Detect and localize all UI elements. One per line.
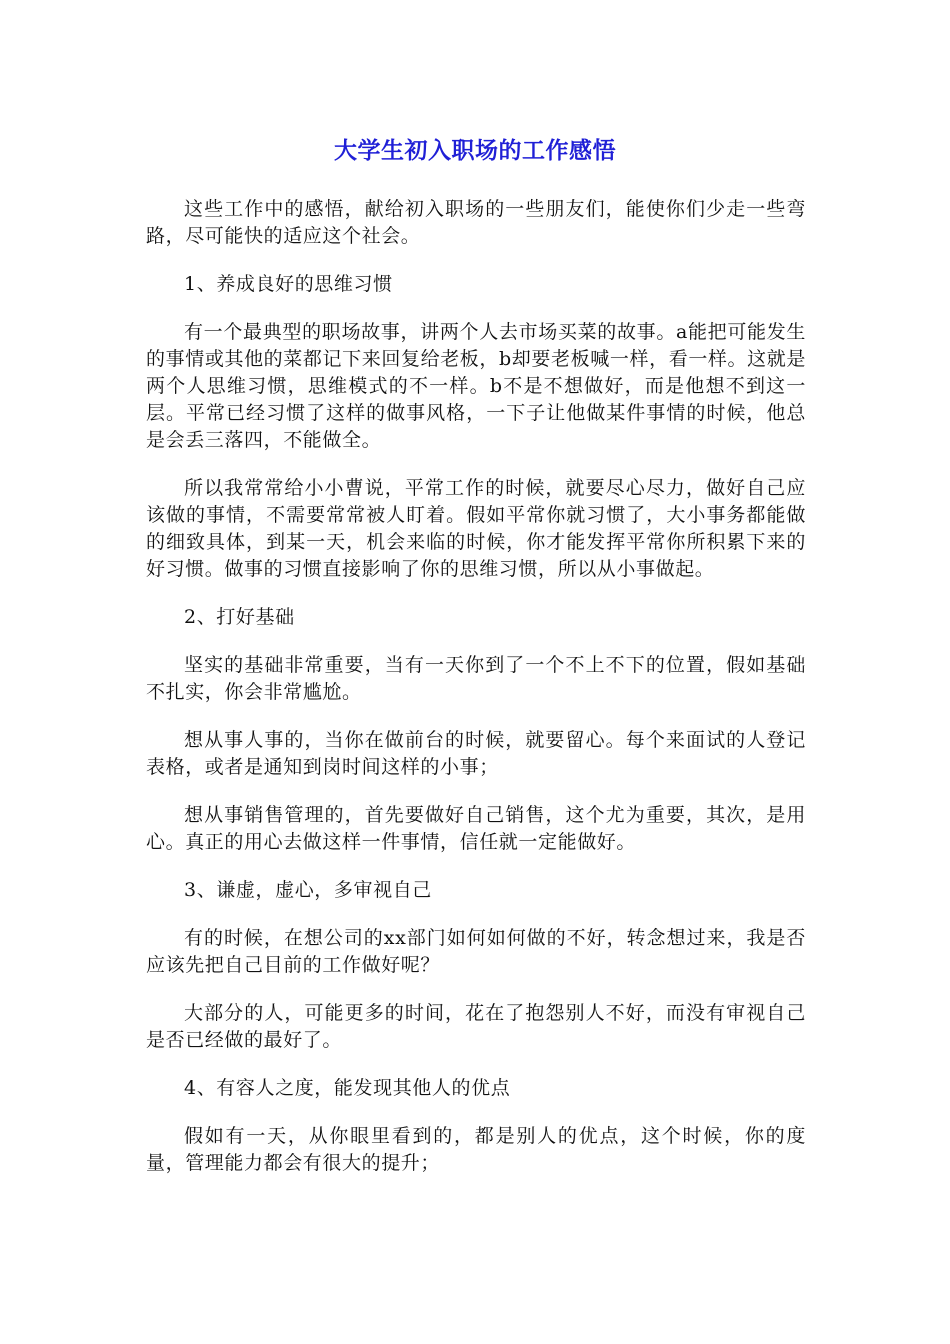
paragraph: 所以我常常给小小曹说，平常工作的时候，就要尽心尽力，做好自己应该做的事情，不需要常常被人盯着。假如平常你就习惯了，大小事务都能做的细致具体，到某一天，机会来临的时候，你才能发挥平常你所积累下来的好习惯。做事的习惯直接影响了你的思维习惯，所以从小事做起。	[146, 477, 806, 580]
section-heading-4: 4、有容人之度，能发现其他人的优点	[184, 1077, 511, 1099]
document-title: 大学生初入职场的工作感悟	[334, 138, 616, 164]
section-heading-3: 3、谦虚，虚心，多审视自己	[184, 879, 432, 901]
paragraph: 想从事销售管理的，首先要做好自己销售，这个尤为重要，其次，是用心。真正的用心去做这样一件事情，信任就一定能做好。	[146, 804, 806, 853]
paragraph: 想从事人事的，当你在做前台的时候，就要留心。每个来面试的人登记表格，或者是通知到岗时间这样的小事；	[146, 729, 806, 778]
paragraph: 大部分的人，可能更多的时间，花在了抱怨别人不好，而没有审视自己是否已经做的最好了。	[146, 1002, 806, 1051]
document-body	[146, 196, 806, 1198]
paragraph: 假如有一天，从你眼里看到的，都是别人的优点，这个时候，你的度量，管理能力都会有很大的提升；	[146, 1125, 806, 1174]
paragraph-intro: 这些工作中的感悟，献给初入职场的一些朋友们，能使你们少走一些弯路，尽可能快的适应这个社会。	[146, 198, 806, 247]
section-heading-1: 1、养成良好的思维习惯	[184, 273, 393, 295]
section-heading-2: 2、打好基础	[184, 606, 295, 628]
paragraph: 坚实的基础非常重要，当有一天你到了一个不上不下的位置，假如基础不扎实，你会非常尴尬。	[146, 654, 806, 703]
paragraph: 有一个最典型的职场故事，讲两个人去市场买菜的故事。a能把可能发生的事情或其他的菜都记下来回复给老板，b却要老板喊一样，看一样。这就是两个人思维习惯，思维模式的不一样。b不是不想做好，而是他想不到这一层。平常已经习惯了这样的做事风格，一下子让他做某件事情的时候，他总是会丢三落四，不能做全。	[146, 321, 806, 451]
paragraph: 有的时候，在想公司的xx部门如何如何做的不好，转念想过来，我是否应该先把自己目前的工作做好呢？	[146, 927, 806, 976]
